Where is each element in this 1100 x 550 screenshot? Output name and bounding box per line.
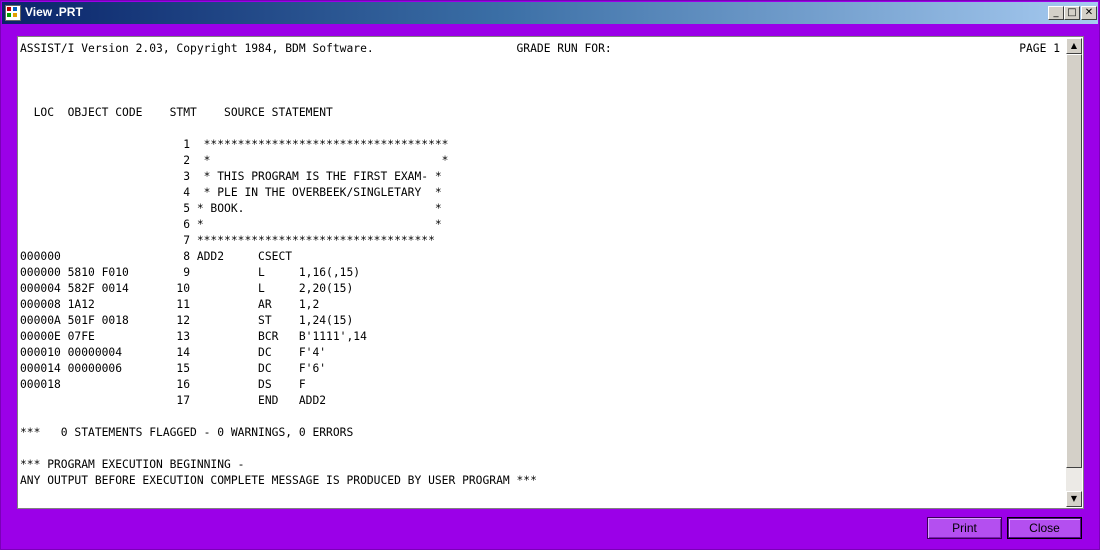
listing-line: 00000A 501F 0018 12 ST 1,24(15) [20, 314, 354, 327]
scroll-down-arrow-icon[interactable]: ▼ [1066, 491, 1082, 507]
listing-line: 000010 00000004 14 DC F'4' [20, 346, 327, 359]
listing-line: 000018 16 DS F [20, 378, 306, 391]
listing-line: ASSIST/I Version 2.03, Copyright 1984, BDM Software. GRADE RUN FOR: [20, 42, 612, 55]
listing-line: 000014 00000006 15 DC F'6' [20, 362, 327, 375]
close-button[interactable]: Close [1007, 517, 1082, 539]
close-window-button[interactable]: ✕ [1081, 6, 1097, 20]
listing-line: 000008 1A12 11 AR 1,2 [20, 298, 320, 311]
print-button[interactable]: Print [927, 517, 1002, 539]
listing-line: 1 ************************************ [20, 138, 449, 151]
listing-line: 6 * * [20, 218, 442, 231]
listing-viewer[interactable] [17, 36, 1084, 509]
listing-line: 000004 582F 0014 10 L 2,20(15) [20, 282, 354, 295]
listing-line: 7 *********************************** [20, 234, 435, 247]
listing-line: 000000 8 ADD2 CSECT [20, 250, 293, 263]
page-label: PAGE 1 [1019, 42, 1060, 55]
minimize-button[interactable]: _ [1048, 6, 1064, 20]
app-icon [5, 5, 21, 21]
listing-line: *** 0 STATEMENTS FLAGGED - 0 WARNINGS, 0 ERRORS [20, 426, 354, 439]
listing-content [20, 37, 1066, 507]
vertical-scrollbar[interactable] [1066, 38, 1082, 507]
listing-line: 00000E 07FE 13 BCR B'1111',14 [20, 330, 367, 343]
maximize-button[interactable]: □ [1064, 6, 1080, 20]
window-title: View .PRT [25, 5, 83, 19]
listing-line: *** PROGRAM EXECUTION BEGINNING - [20, 458, 245, 471]
listing-line: LOC OBJECT CODE STMT SOURCE STATEMENT [20, 106, 333, 119]
listing-line: 5 * BOOK. * [20, 202, 442, 215]
listing-line: 4 * PLE IN THE OVERBEEK/SINGLETARY * [20, 186, 442, 199]
listing-line: 17 END ADD2 [20, 394, 327, 407]
scrollbar-thumb[interactable] [1066, 54, 1082, 468]
listing-line: 2 * * [20, 154, 449, 167]
listing-line: 3 * THIS PROGRAM IS THE FIRST EXAM- * [20, 170, 442, 183]
listing-line: 000000 5810 F010 9 L 1,16(,15) [20, 266, 361, 279]
listing-line: ANY OUTPUT BEFORE EXECUTION COMPLETE MESSAGE IS PRODUCED BY USER PROGRAM *** [20, 474, 537, 487]
title-bar[interactable] [2, 2, 1098, 24]
scroll-up-arrow-icon[interactable]: ▲ [1066, 38, 1082, 54]
